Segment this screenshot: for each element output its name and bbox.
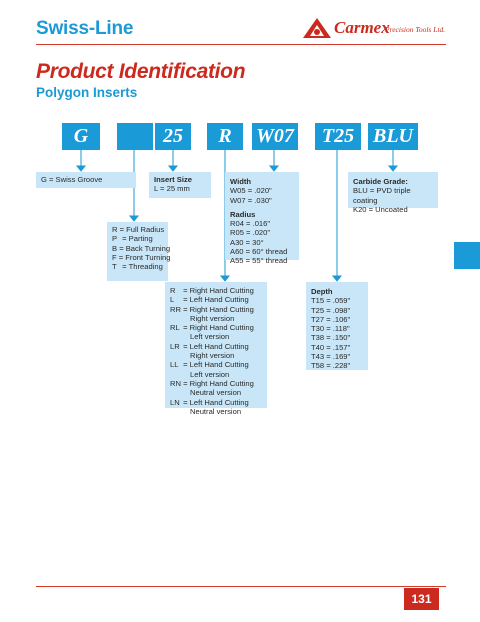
radius-title: Radius (230, 209, 256, 219)
hand-legend (165, 282, 267, 416)
hand-code: RR (170, 304, 181, 314)
hand-code: L (170, 295, 175, 305)
code-box-groove: G (62, 123, 100, 150)
width-radius-legend (225, 172, 299, 266)
radius-line: A30 = 30° (230, 237, 264, 247)
hand-code: R (170, 286, 176, 295)
page-title: Product Identification (36, 60, 246, 83)
hand-label: Left Hand Cutting (189, 397, 249, 407)
hand-version: Neutral version (190, 388, 242, 398)
radius-line: A60 = 60° thread (230, 247, 288, 257)
hand-code: RL (170, 323, 180, 333)
page-subtitle: Polygon Inserts (36, 85, 138, 100)
page-number: 131 (404, 588, 439, 610)
type-label: Parting (128, 234, 153, 244)
hand-code: LN (170, 397, 180, 407)
type-legend-row: T = Threading (112, 262, 163, 272)
depth-line: T30 = .118" (311, 324, 350, 334)
radius-line: R04 = .016" (230, 219, 271, 229)
hand-version: Neutral version (190, 406, 242, 416)
depth-line: T25 = .098" (311, 305, 351, 315)
section-title: Swiss-Line (36, 18, 134, 39)
depth-line: T15 = .059" (311, 296, 351, 306)
insert-size-legend (149, 172, 211, 198)
hand-legend-row: LL = Left Hand Cutting (170, 360, 249, 370)
hand-legend-row: RL = Right Hand Cutting (170, 323, 254, 333)
footer-rule (36, 586, 446, 587)
hand-code: RN (170, 378, 181, 388)
code-box-hand: R (207, 123, 243, 150)
depth-line: T38 = .150" (311, 333, 351, 343)
hand-legend-row: LN = Left Hand Cutting (170, 397, 249, 407)
type-label: Full Radius (126, 225, 165, 234)
hand-code: LL (170, 360, 179, 370)
code-box-size: 25 (155, 123, 191, 150)
type-code: R (112, 225, 118, 234)
hand-legend-row: LR = Left Hand Cutting (170, 341, 249, 351)
hand-label: Right Hand Cutting (189, 378, 254, 388)
grade-line: K20 = Uncoated (353, 204, 408, 214)
type-code: T (112, 262, 117, 272)
type-legend-row: B = Back Turning (112, 243, 171, 253)
grade-line: BLU = PVD triple coating (353, 186, 411, 205)
depth-title: Depth (311, 287, 333, 296)
insert-size-title: Insert Size (154, 175, 192, 184)
code-box-depth: T25 (315, 123, 361, 150)
radius-line: A55 = 55° thread (230, 256, 288, 266)
hand-label: Right Hand Cutting (189, 323, 254, 333)
type-code: P (112, 234, 118, 244)
hand-version: Right version (190, 313, 235, 323)
hand-version: Left version (190, 332, 230, 342)
hand-label: Left Hand Cutting (189, 341, 249, 351)
type-legend-row: F = Front Turning (112, 252, 171, 262)
hand-label: Right Hand Cutting (189, 286, 254, 295)
grade-legend (348, 172, 438, 214)
hand-code: LR (170, 341, 180, 351)
radius-line: R05 = .020" (230, 228, 271, 238)
type-label: Front Turning (125, 252, 171, 262)
hand-legend-row: L = Left Hand Cutting (170, 295, 249, 305)
type-legend-row: P = Parting (112, 234, 153, 244)
hand-label: Left Hand Cutting (189, 360, 249, 370)
code-box-width: W07 (252, 123, 298, 150)
hand-legend-row: R = Right Hand Cutting (170, 286, 254, 295)
hand-version: Left version (190, 369, 230, 379)
width-title: Width (230, 177, 252, 186)
hand-version: Right version (190, 351, 235, 361)
depth-legend (306, 282, 368, 370)
groove-legend (36, 172, 136, 188)
type-legend (107, 222, 171, 281)
width-line: W05 = .020" (230, 186, 272, 196)
grade-title: Carbide Grade: (353, 177, 408, 186)
type-legend-row: R = Full Radius (112, 225, 165, 234)
depth-line: T27 = .106" (311, 314, 351, 324)
code-box-grade: BLU (368, 123, 418, 150)
insert-size-value: L = 25 mm (154, 184, 190, 194)
hand-label: Right Hand Cutting (189, 304, 254, 314)
groove-legend-text: G = Swiss Groove (41, 175, 103, 184)
hand-legend-row: RN = Right Hand Cutting (170, 378, 254, 388)
depth-line: T40 = .157" (311, 342, 351, 352)
type-label: Threading (128, 262, 163, 272)
depth-line: T58 = .228" (311, 361, 351, 371)
type-code: B (112, 243, 118, 253)
side-tab-marker (454, 242, 480, 269)
brand-subtitle: Precision Tools Ltd. (385, 25, 446, 34)
width-line: W07 = .030" (230, 195, 272, 205)
depth-line: T43 = .169" (311, 352, 351, 362)
hand-label: Left Hand Cutting (189, 295, 249, 305)
hand-legend-row: RR = Right Hand Cutting (170, 304, 254, 314)
type-code: F (112, 252, 117, 262)
type-label: Back Turning (125, 243, 171, 253)
brand-name: Carmex (334, 18, 390, 37)
code-box-type (117, 123, 153, 150)
